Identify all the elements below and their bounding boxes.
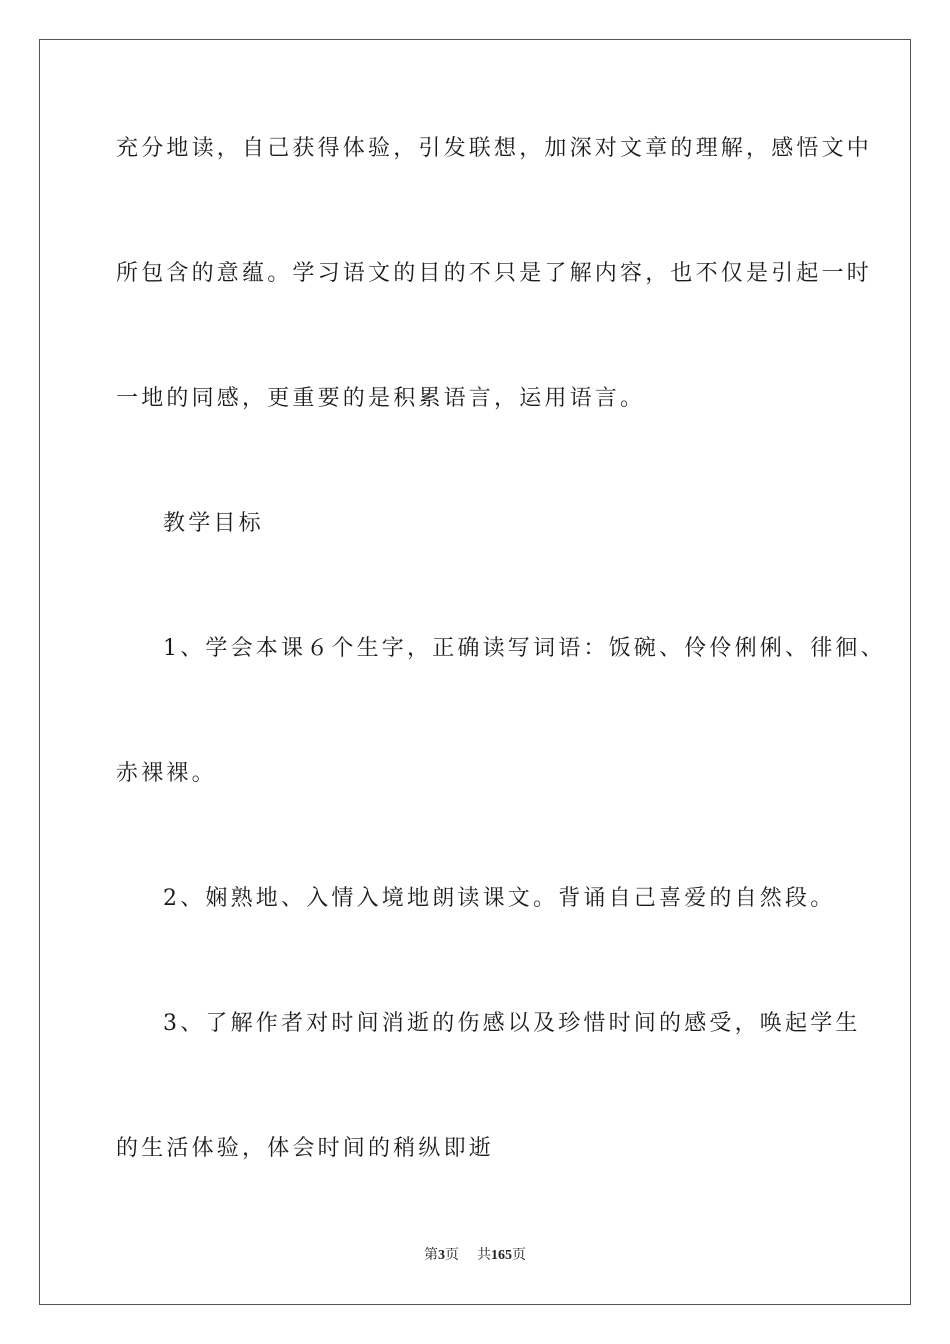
paragraph-line: 一地的同感，更重要的是积累语言，运用语言。 — [116, 386, 646, 411]
footer-total-suffix: 页 — [512, 1248, 526, 1263]
page-footer — [0, 1246, 950, 1266]
goal-1-line: 1、学会本课６个生字，正确读写词语：饭碗、伶伶俐俐、徘徊、 — [163, 636, 886, 661]
footer-prefix: 第 — [424, 1248, 438, 1263]
section-heading: 教学目标 — [163, 511, 264, 536]
page-frame — [39, 39, 911, 1305]
page-number: 3 — [438, 1248, 445, 1263]
goal-2-line: 2、娴熟地、入情入境地朗读课文。背诵自己喜爱的自然段。 — [163, 886, 836, 911]
footer-total-prefix: 共 — [477, 1248, 491, 1263]
paragraph-line: 所包含的意蕴。学习语文的目的不只是了解内容，也不仅是引起一时 — [116, 261, 873, 286]
footer-page-suffix: 页 — [445, 1248, 459, 1263]
goal-3-line: 3、了解作者对时间消逝的伤感以及珍惜时间的感受，唤起学生 — [163, 1011, 861, 1036]
paragraph-line: 充分地读，自己获得体验，引发联想，加深对文章的理解，感悟文中 — [116, 136, 873, 161]
goal-1-line: 赤裸裸。 — [116, 761, 217, 786]
goal-3-line: 的生活体验，体会时间的稍纵即逝 — [116, 1136, 495, 1161]
total-pages: 165 — [491, 1248, 512, 1263]
